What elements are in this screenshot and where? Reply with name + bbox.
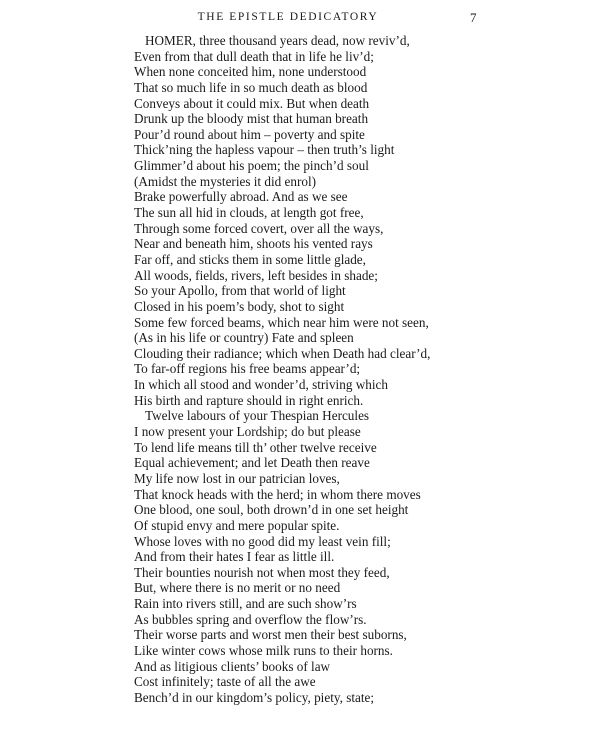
poem-line: And as litigious clients’ books of law [134,658,331,674]
poem-line: Their worse parts and worst men their best suborns, [134,627,407,643]
poem-line: All woods, fields, rivers, left besides in shade; [134,267,378,283]
poem-line: (As in his life or country) Fate and spleen [134,330,354,346]
poem-line: My life now lost in our patrician loves, [134,470,340,486]
poem-line: Near and beneath him, shoots his vented rays [134,236,373,252]
poem-text [134,33,554,706]
poem-line: Even from that dull death that in life he liv’d; [134,48,374,64]
poem-line: Whose loves with no good did my least vein fill; [134,533,391,549]
poem-line: Clouding their radiance; which when Death had clear’d, [134,345,431,361]
poem-line: Glimmer’d about his poem; the pinch’d soul [134,158,369,174]
poem-line: Some few forced beams, which near him were not seen, [134,314,429,330]
poem-line: Closed in his poem’s body, shot to sight [134,298,345,314]
poem-line: As bubbles spring and overflow the flow’rs. [134,611,367,627]
poem-line: Like winter cows whose milk runs to their horns. [134,642,393,658]
poem-line: Thick’ning the hapless vapour – then truth’s light [134,142,395,158]
poem-line: Far off, and sticks them in some little glade, [134,251,366,267]
poem-line: Bench’d in our kingdom’s policy, piety, state; [134,689,375,705]
page-number: 7 [470,10,477,25]
poem-line: Equal achievement; and let Death then reave [134,455,370,471]
poem-line: Conveys about it could mix. But when death [134,95,370,111]
poem-line: But, where there is no merit or no need [134,580,341,596]
poem-line: HOMER, three thousand years dead, now reviv’d, [145,33,410,48]
poem-line: Brake powerfully abroad. And as we see [134,189,348,205]
poem-line: And from their hates I fear as little ill. [134,549,335,565]
poem-line: Of stupid envy and mere popular spite. [134,517,340,533]
poem-line: Pour’d round about him – poverty and spite [134,126,365,142]
poem-line: In which all stood and wonder’d, striving which [134,377,388,393]
poem-line: One blood, one soul, both drown’d in one set height [134,502,409,518]
poem-line: Through some forced covert, over all the ways, [134,220,384,236]
poem-line: I now present your Lordship; do but please [134,424,361,440]
poem-line: To lend life means till th’ other twelve receive [134,439,377,455]
poem-line: His birth and rapture should in right enrich. [134,392,364,408]
running-head: THE EPISTLE DEDICATORY [197,11,379,23]
poem-line: Cost infinitely; taste of all the awe [134,674,316,690]
poem-line: Twelve labours of your Thespian Hercules [145,408,370,424]
poem-line: That knock heads with the herd; in whom there moves [134,486,421,502]
poem-line: The sun all hid in clouds, at length got free, [134,205,364,221]
poem-line: Rain into rivers still, and are such show’rs [134,596,357,612]
poem-line: Their bounties nourish not when most they feed, [134,564,390,580]
poem-line: When none conceited him, none understood [134,64,367,80]
poem-line: To far-off regions his free beams appear’d; [134,361,361,377]
poem-line: So your Apollo, from that world of light [134,283,346,299]
poem-line: Drunk up the bloody mist that human breath [134,111,369,127]
poem-line: (Amidst the mysteries it did enrol) [134,173,317,189]
poem-line: That so much life in so much death as blood [134,79,368,95]
